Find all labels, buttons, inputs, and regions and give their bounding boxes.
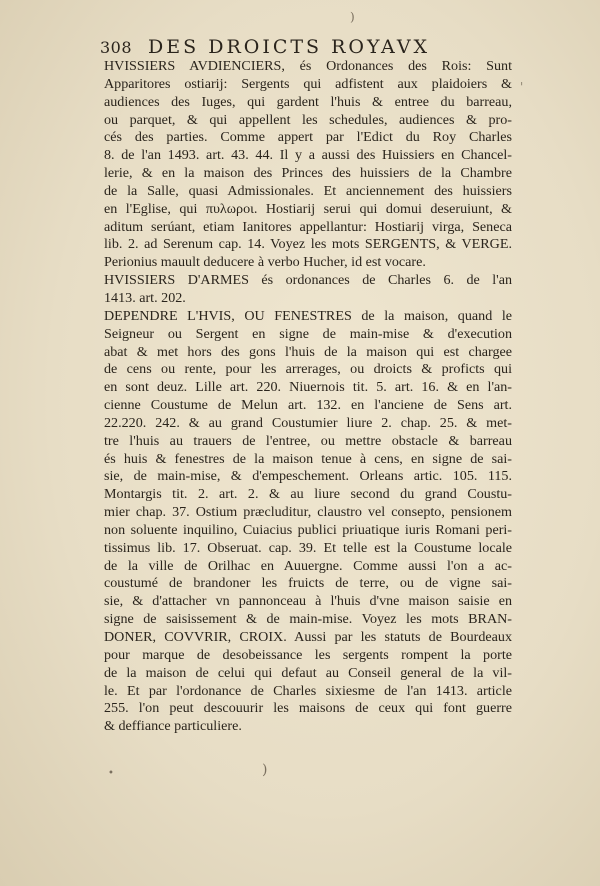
bottom-margin-mark: ) [262,762,268,778]
text-line: signe de saisissement & de main-mise. Voyez les mots BRAN- [104,611,512,628]
text-line: sie, de main-mise, & d'empeschement. Orleans artic. 105. 115. [104,468,512,485]
text-line: de cens ou rente, pour les arrerages, ou droicts & proficts qui [104,361,512,378]
text-line: de la ville de Orilhac en Auuergne. Comme aussi l'on a ac- [104,557,512,574]
text-line: DEPENDRE L'HVIS, OU FENESTRES de la maison, quand le [104,307,512,324]
running-head: DES DROICTS ROYAVX [148,36,431,58]
text-line: tre l'huis au trauers de l'entree, ou mettre obstacle & barreau [104,432,512,449]
bottom-dot-mark: • [108,768,114,779]
paragraph [104,308,512,736]
text-line: ou parquet, & qui appellent les schedules, audiences & pro- [104,111,512,128]
text-line: pour marque de desobeissance les sergents rompent la porte [104,646,512,663]
text-line: en l'Eglise, qui πυλωροι. Hostiarij serui qui domui deseruiunt, & [104,200,512,217]
text-line: abat & met hors des gons l'huis de la maison qui est chargee [104,343,512,360]
text-line: Montargis tit. 2. art. 2. & au liure second du grand Coustu- [104,486,512,503]
text-line: Apparitores ostiarij: Sergents qui adfistent aux plaidoiers & [104,75,512,92]
body-text [104,58,512,736]
text-line: le. Et par l'ordonance de Charles sixiesme de l'an 1413. article [104,682,512,699]
page-header [100,36,540,58]
text-line: cés des parties. Comme appert par l'Edict du Roy Charles [104,129,512,146]
text-line: aditum serúant, etiam Ianitores appellantur: Hostiarij virga, Seneca [104,218,512,235]
text-line: en sont deuz. Lille art. 220. Niuernois tit. 5. art. 16. & en l'an- [104,379,512,396]
text-line: coustumé de brandoner les fruicts de terre, ou de vigne sai- [104,575,512,592]
text-line: 1413. art. 202. [104,289,186,306]
paragraph [104,272,512,308]
text-line: audiences des Iuges, qui gardent l'huis & entree du barreau, [104,93,512,110]
text-line: sie, & d'attacher vn pannonceau à l'huis d'vne maison saisie en [104,593,512,610]
text-line: 8. de l'an 1493. art. 43. 44. Il y a aussi des Huissiers en Chancel- [104,147,512,164]
text-line: de la Salle, quasi Admissionales. Et anciennement des huissiers [104,182,512,199]
text-line: 22.220. 242. & au grand Coustumier liure 2. chap. 25. & met- [104,414,512,431]
text-line: lib. 2. ad Serenum cap. 14. Voyez les mots SERGENTS, & VERGE. [104,236,512,253]
text-line: Seigneur ou Sergent en signe de main-mise & d'execution [104,325,512,342]
paragraph [104,58,512,272]
text-line: mier chap. 37. Ostium præcluditur, claustro vel consepto, pensionem [104,504,512,521]
text-line: de la maison de celui qui defaut au Conseil general de la vil- [104,664,512,681]
text-line: 255. l'on peut descouurir les maisons de ceux qui font guerre [104,700,512,717]
text-line: tissimus lib. 17. Obseruat. cap. 39. Et telle est la Coustume locale [104,539,512,556]
text-line: HVISSIERS D'ARMES és ordonances de Charles 6. de l'an [104,272,512,289]
text-line: HVISSIERS AVDIENCIERS, és Ordonances des Rois: Sunt [104,58,512,74]
text-line: & deffiance particuliere. [104,718,242,735]
text-line: non soluente inquilino, Cuiacius publici priuatique iuris Romani peri- [104,521,512,538]
margin-tick-mark: ' [520,80,524,94]
top-margin-mark: ) [350,10,355,24]
text-line: és huis & fenestres de la maison tenue à cens, en signe de sai- [104,450,512,467]
text-line: cienne Coustume de Melun art. 132. en l'anciene de Sens art. [104,397,512,414]
text-line: DONER, COVVRIR, CROIX. Aussi par les statuts de Bourdeaux [104,629,512,645]
text-line: Perionius mauult deducere à verbo Hucher, id est vocare. [104,254,426,271]
page-number: 308 [100,38,133,57]
text-line: lerie, & en la maison des Princes des huissiers de la Chambre [104,165,512,182]
